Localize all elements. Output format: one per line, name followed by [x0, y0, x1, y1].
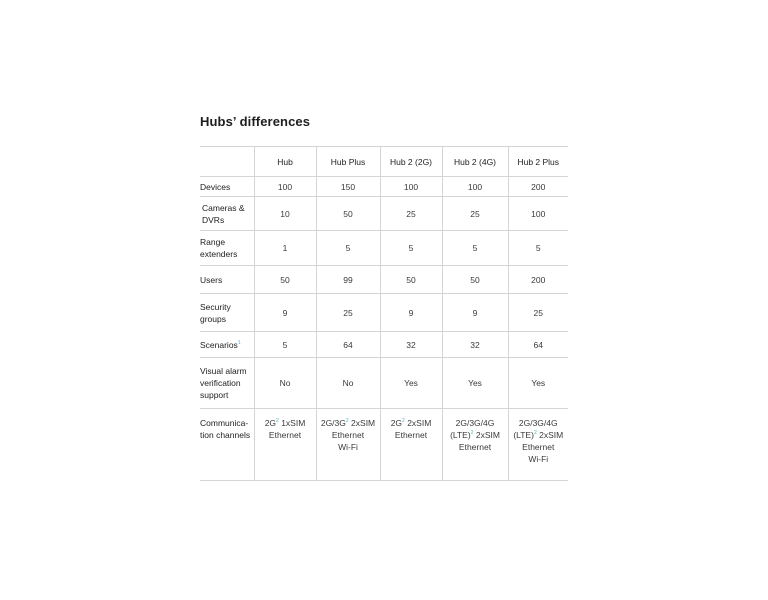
- footnote-marker[interactable]: 2: [345, 418, 349, 425]
- table-row: [200, 294, 568, 332]
- cell-line: Ethernet: [268, 430, 302, 440]
- table-cell: 64: [508, 332, 568, 358]
- table-cell: Yes: [380, 358, 442, 409]
- table-row: [200, 177, 568, 197]
- table-cell: 5: [442, 231, 508, 266]
- row-label: Security groups: [200, 294, 254, 332]
- table-cell: 25: [508, 294, 568, 332]
- row-label: Users: [200, 266, 254, 294]
- column-header-hub: Hub: [254, 147, 316, 177]
- table-row: [200, 231, 568, 266]
- footnote-marker[interactable]: 1: [237, 339, 241, 346]
- table-row: [200, 358, 568, 409]
- table-cell: 25: [442, 197, 508, 231]
- table-cell: 32: [380, 332, 442, 358]
- table-cell: [508, 409, 568, 481]
- cell-line: Wi-Fi: [528, 454, 549, 464]
- table-cell: 25: [316, 294, 380, 332]
- footnote-marker[interactable]: 2: [402, 418, 405, 425]
- footnote-marker[interactable]: 2: [533, 430, 537, 437]
- table-cell: 100: [442, 177, 508, 197]
- table-row: [200, 197, 568, 231]
- table-cell: 99: [316, 266, 380, 294]
- table-cell: 9: [442, 294, 508, 332]
- table-row: [200, 332, 568, 358]
- table-cell: 5: [316, 231, 380, 266]
- table-cell: 32: [442, 332, 508, 358]
- cell-line: Ethernet: [458, 442, 492, 452]
- table-cell: 50: [316, 197, 380, 231]
- footnote-marker[interactable]: 2: [276, 418, 279, 425]
- table-cell: 50: [442, 266, 508, 294]
- cell-line: (LTE)$^2$ 2xSIM: [513, 430, 564, 440]
- table-cell: 100: [254, 177, 316, 197]
- table-cell: Yes: [508, 358, 568, 409]
- column-header-hub-plus: Hub Plus: [316, 147, 380, 177]
- row-label: Visual alarm verification support: [200, 358, 254, 409]
- cell-line: 2G$^2$ 1xSIM: [264, 418, 306, 428]
- cell-line: (LTE)$^2$ 2xSIM: [450, 430, 500, 440]
- table-cell: 25: [380, 197, 442, 231]
- table-cell: 50: [254, 266, 316, 294]
- table-cell: [442, 409, 508, 481]
- table-cell: 1: [254, 231, 316, 266]
- table-cell: [254, 409, 316, 481]
- column-header-hub-2-2g: Hub 2 (2G): [380, 147, 442, 177]
- column-header-hub-2-plus: Hub 2 Plus: [508, 147, 568, 177]
- cell-line: 2G/3G/4G: [518, 418, 558, 428]
- table-row: [200, 266, 568, 294]
- row-label-text: Scenarios: [200, 339, 238, 350]
- cell-line: 2G$^2$ 2xSIM: [390, 418, 432, 428]
- hubs-comparison-table: [200, 146, 568, 481]
- cell-line: 2G/3G$^2$ 2xSIM: [320, 418, 376, 428]
- page-title: Hubs’ differences: [200, 114, 311, 129]
- table-cell: 64: [316, 332, 380, 358]
- table-cell: 5: [254, 332, 316, 358]
- cell-line: Wi-Fi: [338, 442, 358, 452]
- table-cell: 5: [508, 231, 568, 266]
- cell-line: Ethernet: [522, 442, 555, 452]
- table-cell: 9: [380, 294, 442, 332]
- table-cell: 5: [380, 231, 442, 266]
- row-label: [200, 332, 254, 358]
- cell-line: 2G/3G/4G: [455, 418, 495, 428]
- row-label: Cameras & DVRs: [200, 197, 254, 231]
- table-cell: 150: [316, 177, 380, 197]
- cell-line: Ethernet: [394, 430, 428, 440]
- column-header-hub-2-4g: Hub 2 (4G): [442, 147, 508, 177]
- table-cell: No: [316, 358, 380, 409]
- header-corner: [200, 147, 254, 177]
- table-cell: 100: [380, 177, 442, 197]
- table-cell: Yes: [442, 358, 508, 409]
- table-cell: [316, 409, 380, 481]
- row-label: Devices: [200, 177, 254, 197]
- header-row: [200, 147, 568, 177]
- table-cell: 9: [254, 294, 316, 332]
- table-cell: No: [254, 358, 316, 409]
- table-cell: 100: [508, 197, 568, 231]
- table-cell: 200: [508, 177, 568, 197]
- table-cell: [380, 409, 442, 481]
- table-row: [200, 409, 568, 481]
- row-label: Range extenders: [200, 231, 254, 266]
- cell-line: Ethernet: [331, 430, 365, 440]
- table-cell: 10: [254, 197, 316, 231]
- table-cell: 200: [508, 266, 568, 294]
- table-cell: 50: [380, 266, 442, 294]
- footnote-marker[interactable]: 2: [470, 430, 474, 437]
- row-label: Communica-tion channels: [200, 409, 254, 481]
